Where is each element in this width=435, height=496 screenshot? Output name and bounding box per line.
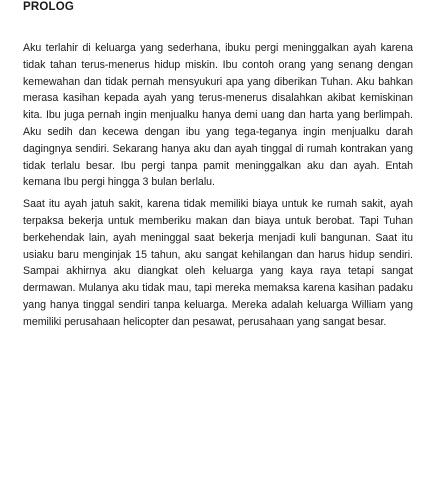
paragraph-1: Aku terlahir di keluarga yang sederhana, ibuku pergi meninggalkan ayah karena tidak tahan terus-menerus hidup miskin. Ibu contoh orang yang senang dengan kemewahan dan tidak pernah mensyukuri apa yang diberikan Tuhan. Aku bahkan merasa kasihan kepada ayah yang terus-menerus disalahkan akibat kemiskinan kita. Ibu juga pernah ingin menjualku hanya demi uang dan harta yang berlimpah. Aku sedih dan kecewa dengan ibu yang tega-teganya ingin menjualku darah dagingnya sendiri. Sekarang hanya aku dan ayah tinggal di rumah kontrakan yang tidak terlalu besar. Ibu pergi tanpa pamit meninggalkan aku dan ayah. Entah kemana Ibu pergi hingga 3 bulan berlalu. bbox=[23, 42, 413, 189]
page-title: PROLOG bbox=[23, 1, 75, 13]
paragraph-2: Saat itu ayah jatuh sakit, karena tidak memiliki biaya untuk ke rumah sakit, ayah terpaksa bekerja untuk memberiku makan dan biaya untuk berobat. Tapi Tuhan berkehendak lain, ayah meninggal saat bekerja menjadi kuli bangunan. Saat itu usiaku baru menginjak 15 tahun, aku sangat kehilangan dan harus hidup sendiri. Sampai akhirnya aku diangkat oleh keluarga yang kaya raya tetapi sangat dermawan. Mulanya aku tidak mau, tapi mereka memaksa karena kasihan padaku yang hanya tinggal sendiri tanpa keluarga. Mereka adalah keluarga William yang memiliki perusahaan helicopter dan pesawat, perusahaan yang sangat besar. bbox=[23, 198, 413, 328]
document-body bbox=[23, 40, 413, 336]
